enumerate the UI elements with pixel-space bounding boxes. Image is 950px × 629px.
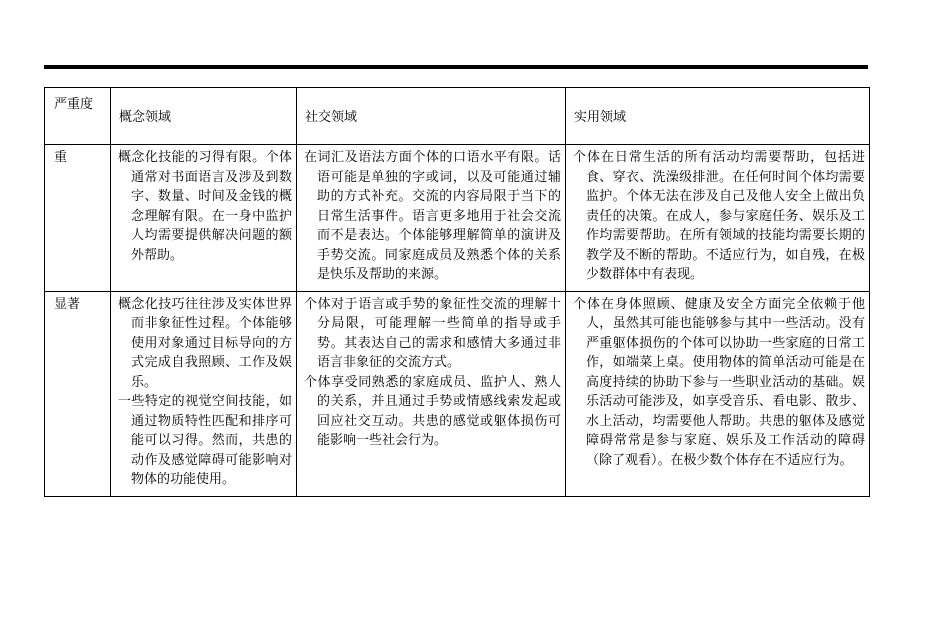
social-cell <box>297 291 566 496</box>
header-severity: 严重度 <box>45 88 111 145</box>
practical-cell <box>566 145 870 292</box>
cell-paragraph: 个体在身体照顾、健康及安全方面完全依赖于他人，虽然其可能也能够参与其中一些活动。没有严重躯体损伤的个体可以协助一些家庭的日常工作，如端菜上桌。使用物体的简单活动可能是在高度持续的协助下参与一些职业活动的基础。娱乐活动可能涉及，如享受音乐、看电影、散步、水上活动，均需要他人帮助。共患的躯体及感觉障碍常常是参与家庭、娱乐及工作活动的障碍（除了观看）。在极少数个体存在不适应行为。 <box>573 296 865 468</box>
cell-paragraph: 一些特定的视觉空间技能，如通过物质特性匹配和排序可能可以习得。然而，共患的动作及感觉障碍可能影响对物体的功能使用。 <box>118 394 292 487</box>
severity-cell: 重 <box>45 145 111 292</box>
cell-paragraph: 个体对于语言或手势的象征性交流的理解十分局限，可能理解一些简单的指导或手势。其表达自己的需求和感情大多通过非语言非象征的交流方式。 <box>304 296 561 370</box>
severity-table <box>44 87 870 497</box>
header-social: 社交领域 <box>297 88 566 145</box>
cell-paragraph: 个体在日常生活的所有活动均需要帮助，包括进食、穿衣、洗澡级排泄。在任何时间个体均需要监护。个体无法在涉及自己及他人安全上做出负责任的决策。在成人，参与家庭任务、娱乐及工作均需要帮助。在所有领域的技能均需要长期的教学及不断的帮助。不适应行为，如自残，在极少数群体中有表现。 <box>573 150 865 282</box>
cell-paragraph: 在词汇及语法方面个体的口语水平有限。话语可能是单独的字或词，以及可能通过辅助的方式补充。交流的内容局限于当下的日常生活事件。语言更多地用于社会交流而不是表达。个体能够理解简单的演讲及手势交流。同家庭成员及熟悉个体的关系是快乐及帮助的来源。 <box>304 150 561 282</box>
table-header-row <box>45 88 870 145</box>
header-conceptual: 概念领域 <box>111 88 297 145</box>
severity-cell: 显著 <box>45 291 111 496</box>
conceptual-cell <box>111 145 297 292</box>
top-rule <box>44 65 868 69</box>
table-row <box>45 145 870 292</box>
table-row <box>45 291 870 496</box>
practical-cell <box>566 291 870 496</box>
conceptual-cell <box>111 291 297 496</box>
cell-paragraph: 概念化技巧往往涉及实体世界而非象征性过程。个体能够使用对象通过目标导向的方式完成自我照顾、工作及娱乐。 <box>118 296 292 390</box>
social-cell <box>297 145 566 292</box>
header-practical: 实用领域 <box>566 88 870 145</box>
cell-paragraph: 个体享受同熟悉的家庭成员、监护人、熟人的关系，并且通过手势或情感线索发起或回应社交互动。共患的感觉或躯体损伤可能影响一些社会行为。 <box>304 374 561 448</box>
cell-paragraph: 概念化技能的习得有限。个体通常对书面语言及涉及到数字、数量、时间及金钱的概念理解有限。在一身中监护人均需要提供解决问题的额外帮助。 <box>118 150 292 263</box>
